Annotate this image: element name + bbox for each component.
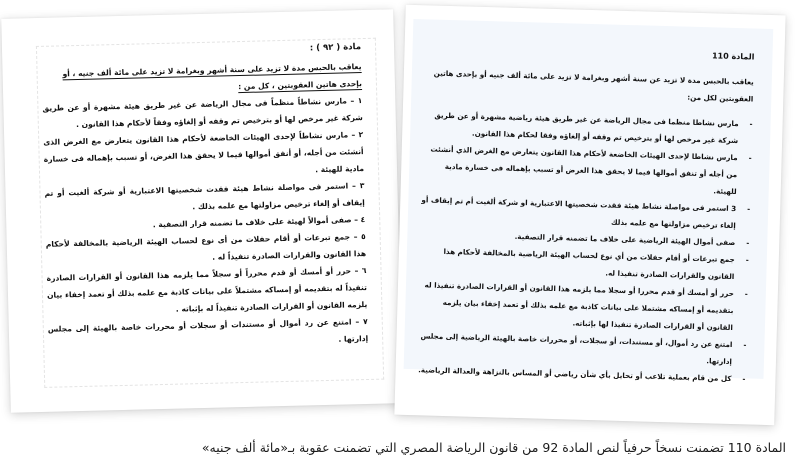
article-110-text	[415, 39, 754, 387]
article-92-item-1: ١ – مارس نشاطاً منظماً فى مجال الرياضة عن غير طريق هيئة مشهرة أو عن طريق شركة غير مرخص لها أو بترخيص تم وقفه أو إلغاؤه وفقاً لأحكام هذا القانون .	[42, 96, 363, 130]
bullet-icon: -	[747, 204, 751, 214]
article-92-item-4: ٤ – صفى أموالاً لهيئة على خلاف ما تضمنه قرار التصفية .	[152, 215, 366, 230]
page-border	[36, 38, 384, 388]
article-110-item-7: - امتنع عن رد أموال، أو مستندات، أو سجلات، أو محررات خاصة بالهيئة الرياضية إلى مجلس إدارتها.	[420, 331, 747, 367]
article-110-item-3: - 3 استمر فى مواصلة نشاط هيئة فقدت شخصيتها الاعتبارية او شركة ألغيت أم تم إيقاف أو إلغاء ترخيص مزاولتها مع علمه بذلك	[421, 195, 751, 231]
article-92-item-5: ٥ – جمع تبرعات أو أقام حفلات من أى نوع لحساب الهيئة الرياضية بالمخالفة لأحكام هذا القانون والقرارات الصادرة تنفيذاً له .	[45, 232, 367, 262]
bullet-icon: -	[743, 340, 747, 350]
article-92-item-7: ٧ – امتنع عن رد أموال أو مستندات أو سجلات أو محررات خاصة بالهيئة إلى مجلس إدارتها .	[47, 316, 369, 344]
bullet-icon: -	[748, 153, 752, 163]
article-110-title: المادة 110	[711, 51, 755, 62]
bullet-icon: -	[744, 289, 748, 299]
article-110-item-1: - مارس نشاطا منظما فى مجال الرياضة عن غير طريق هيئة رياضية مشهرة أو عن طريق شركة غير مرخص لها أو بترخيص تم وقفه أو إلغاؤه وفقا لحكام هذا القانون.	[434, 110, 753, 146]
article-110-item-5: - جمع تبرعات أو أقام حفلات من أي نوع لحساب الهيئة الرياضية بالمخالفة لأحكام هذا القانون والقرارات الصادرة تنفيذا له.	[443, 246, 749, 282]
scanned-page-article-110	[394, 5, 785, 425]
article-110-intro: يعاقب بالحبس مدة لا تزيد عن سنة أشهر وبغرامة لا تزيد على مائة ألف جنيه أو بإحدى هاتين العقوبتين لكل من:	[433, 68, 754, 104]
article-92-item-6: ٦ – حرر أو أمسك أو قدم محرراً أو سجلاً مما يلزمه هذا القانون أو القرارات الصادرة تنفيذاً له بتقديمه أو إمساكه مشتملاً على بيانات كاذبة مع علمه بذلك أو تعمد إخفاء بيان يلزمه القانون أو القرارات الصادرة تنفيذاً له بإثباته .	[46, 265, 368, 314]
bullet-icon: -	[742, 374, 746, 384]
scanned-page-article-92	[1, 9, 403, 412]
article-110-item-8: - كل من قام بعملية تلاعب أو تحايل بأي شأن رياضي أو المساس بالنزاهة والعدالة الرياضية.	[415, 361, 745, 387]
article-110-item-2: - مارس نشاطا لإحدى الهيئات الخاضعة لأحكام هذا القانون يتعارض مع الغرض الذي أنشئت من أجله أو تنفق أموالها فيما لا يحقق هذا الغرض أو تسبب بإهماله فى خسارة مادية للهيئة.	[430, 144, 752, 197]
article-92-intro: يعاقب بالحبس مدة لا تزيد على سنة أشهر وبغرامة لا تزيد على مائة ألف جنيه ، أو بإحدى هاتين العقوبتين ، كل من :	[62, 62, 363, 92]
image-caption: المادة 110 تضمنت نسخاً حرفياً لنص المادة 92 من قانون الرياضة المصري التي تضمنت عقوبة بـ«مائة ألف جنيه»	[201, 440, 786, 455]
article-92-item-2: ٢ – مارس نشاطاً لإحدى الهيئات الخاضعة لأحكام هذا القانون يتعارض مع الغرض الذى أنشئت من أجله، أو أنفق أموالها فيما لا يحقق هذا الغرض، أو تسبب بإهماله فى خسارة مادية للهيئة .	[43, 130, 365, 175]
article-110-item-4: - صفى أموال الهيئة الرياضية على خلاف ما تضمنه قرار التصفية.	[419, 225, 749, 251]
article-92-title: مادة ( ٩٢ ) :	[309, 42, 362, 54]
article-92-item-3: ٣ – استمر فى مواصلة نشاط هيئة فقدت شخصيتها الاعتبارية أو شركة ألغيت أو تم إيقاف أو إلغاء ترخيص مزاولتها مع علمه بذلك .	[44, 181, 365, 212]
article-110-item-6: - حرر أو أمسك أو قدم محررا أو سجلا مما يلزمه هذا القانون أو القرارات الصادرة تنفيذا له بتقديمه أو إمساكه مشتملا على بيانات كاذبة مع علمه بذلك أو تعمد إخفاء بيان يلزمه القانون أو القرارات الصادرة تنفيذا لها بإثباته.	[424, 280, 748, 333]
article-92-text	[41, 39, 368, 355]
page-tinted-area	[404, 19, 774, 384]
bullet-icon: -	[745, 255, 749, 265]
bullet-icon: -	[746, 238, 750, 248]
bullet-icon: -	[749, 119, 753, 129]
